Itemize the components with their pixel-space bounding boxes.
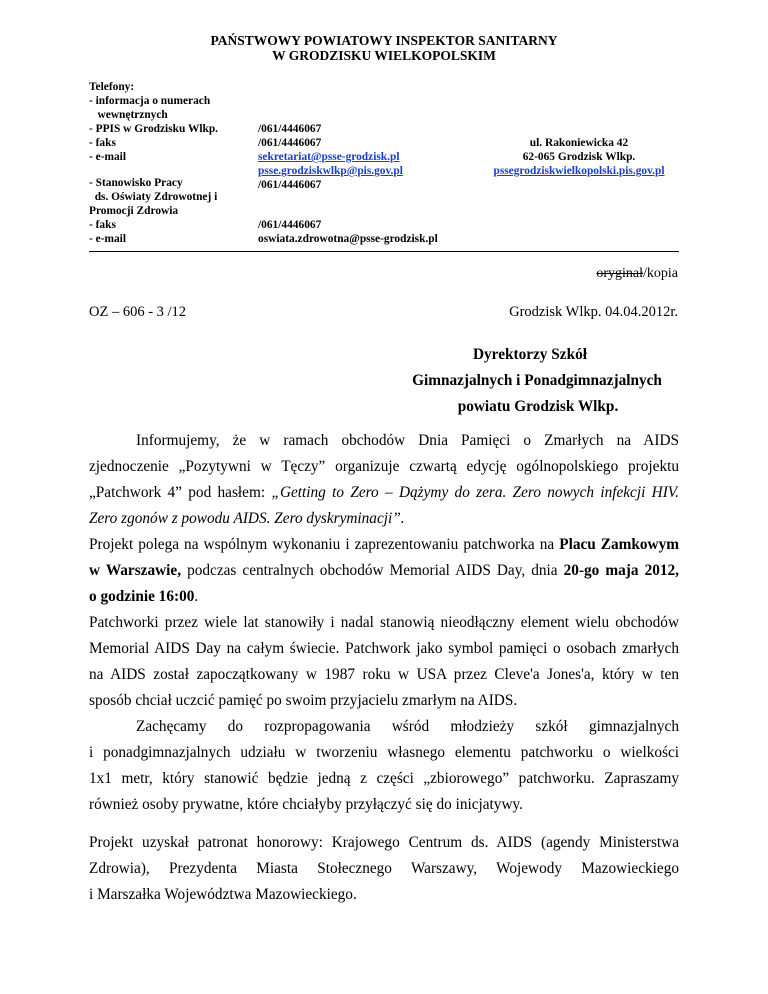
paragraph-2-line-1 bbox=[89, 536, 679, 554]
event-date: 20-go maja 2012, bbox=[563, 562, 679, 579]
label-promotion: Promocji Zdrowia bbox=[89, 205, 179, 217]
addressee-line2: Gimnazjalnych i Ponadgimnazjalnych bbox=[412, 372, 662, 389]
original-copy-mark bbox=[596, 266, 678, 282]
paragraph-2-line-2-text: podczas centralnych obchodów Memorial AIDS Day, dnia bbox=[181, 562, 564, 579]
email-link-sekretariat[interactable]: sekretariat@psse-grodzisk.pl bbox=[258, 151, 400, 163]
paragraph-1-line-3 bbox=[89, 484, 679, 502]
label-dept: ds. Oświaty Zdrowotnej i bbox=[89, 191, 218, 203]
paragraph-5-line-3: i Marszałka Województwa Mazowieckiego. bbox=[89, 886, 357, 903]
place-date: Grodzisk Wlkp. 04.04.2012r. bbox=[509, 304, 678, 320]
paragraph-2-line-2 bbox=[89, 562, 679, 580]
paragraph-4-line-2: i ponadgimnazjalnych udziału w tworzeniu własnego elementu patchworku o wielkości bbox=[89, 744, 679, 761]
institution-title-line1: PAŃSTWOWY POWIATOWY INSPEKTOR SANITARNY bbox=[210, 33, 558, 48]
ppis-phone: /061/4446067 bbox=[258, 123, 322, 135]
oz-email: oswiata.zdrowotna@psse-grodzisk.pl bbox=[258, 233, 438, 245]
website-link[interactable]: pssegrodziskwielkopolski.pis.gov.pl bbox=[493, 165, 665, 177]
addressee-line1: Dyrektorzy Szkół bbox=[472, 346, 587, 363]
label-fax: - faks bbox=[89, 137, 116, 149]
ppis-fax: /061/4446067 bbox=[258, 137, 322, 149]
header-divider bbox=[89, 251, 679, 252]
label-email-2: - e-mail bbox=[89, 233, 127, 245]
reference-number: OZ – 606 - 3 /12 bbox=[89, 304, 187, 320]
paragraph-3-line-1: Patchworki przez wiele lat stanowiły i nadal stanowią nieodłączny element wielu obchodów bbox=[89, 614, 679, 631]
paragraph-3-line-4: sposób chciał uczcić pamięć po swoim przyjacielu zmarłym na AIDS. bbox=[89, 692, 518, 709]
oz-fax: /061/4446067 bbox=[258, 219, 322, 231]
email-link-psse[interactable]: psse.grodziskwlkp@pis.gov.pl bbox=[258, 165, 403, 177]
institution-title-line2: W GRODZISKU WIELKOPOLSKIM bbox=[272, 48, 496, 63]
paragraph-5-line-2: Zdrowia), Prezydenta Miasta Stołecznego Warszawy, Wojewody Mazowieckiego bbox=[89, 860, 679, 877]
address-city: 62-065 Grodzisk Wlkp. bbox=[522, 151, 636, 163]
label-internal: wewnętrznych bbox=[89, 109, 168, 121]
paragraph-4-line-3: 1x1 metr, który stanowić będzie jedną z części „zbiorowego” patchworku. Zapraszamy bbox=[89, 770, 679, 787]
oz-phone: /061/4446067 bbox=[258, 179, 322, 191]
paragraph-3-line-2: Memorial AIDS Day na całym świecie. Patchwork jako symbol pamięci o osobach zmarłych bbox=[89, 640, 679, 657]
label-phones: Telefony: bbox=[89, 81, 135, 93]
label-info: - informacja o numerach bbox=[89, 95, 211, 107]
label-fax-2: - faks bbox=[89, 219, 116, 231]
paragraph-1-line-3-intro: „Patchwork 4” pod hasłem: bbox=[89, 484, 272, 501]
event-time-period: . bbox=[194, 588, 199, 605]
place-name: Placu Zamkowym bbox=[559, 536, 679, 553]
paragraph-1-line-1: Informujemy, że w ramach obchodów Dnia Pamięci o Zmarłych na AIDS bbox=[136, 432, 679, 449]
event-time: o godzinie 16:00 bbox=[89, 588, 195, 605]
city-name: w Warszawie, bbox=[89, 562, 182, 579]
paragraph-1-line-2: zjednoczenie „Pozytywni w Tęczy” organizuje czwartą edycję ogólnopolskiego projektu bbox=[89, 458, 679, 475]
label-email: - e-mail bbox=[89, 151, 127, 163]
paragraph-2-line-1-text: Projekt polega na wspólnym wykonaniu i zaprezentowaniu patchworka na bbox=[89, 536, 560, 553]
paragraph-4-line-1: Zachęcamy do rozpropagowania wśród młodzieży szkół gimnazjalnych bbox=[136, 718, 679, 735]
copy-label: /kopia bbox=[643, 266, 678, 281]
label-position: - Stanowisko Pracy bbox=[89, 177, 183, 189]
label-ppis: - PPIS w Grodzisku Wlkp. bbox=[89, 123, 219, 135]
slogan-part-2: Zero zgonów z powodu AIDS. Zero dyskryminacji”. bbox=[89, 510, 405, 527]
paragraph-4-line-4: również osoby prywatne, które chciałyby przyłączyć się do inicjatywy. bbox=[89, 796, 523, 813]
address-street: ul. Rakoniewicka 42 bbox=[529, 137, 629, 149]
original-struck: oryginał bbox=[596, 266, 643, 281]
paragraph-5-line-1: Projekt uzyskał patronat honorowy: Krajowego Centrum ds. AIDS (agendy Ministerstwa bbox=[89, 834, 679, 851]
paragraph-3-line-3: na AIDS został zapoczątkowany w 1987 roku w USA przez Cleve'a Jones'a, który w ten bbox=[89, 666, 679, 683]
addressee-line3: powiatu Grodzisk Wlkp. bbox=[457, 398, 619, 415]
slogan-part-1: „Getting to Zero – Dążymy do zera. Zero nowych infekcji HIV. bbox=[271, 484, 679, 501]
